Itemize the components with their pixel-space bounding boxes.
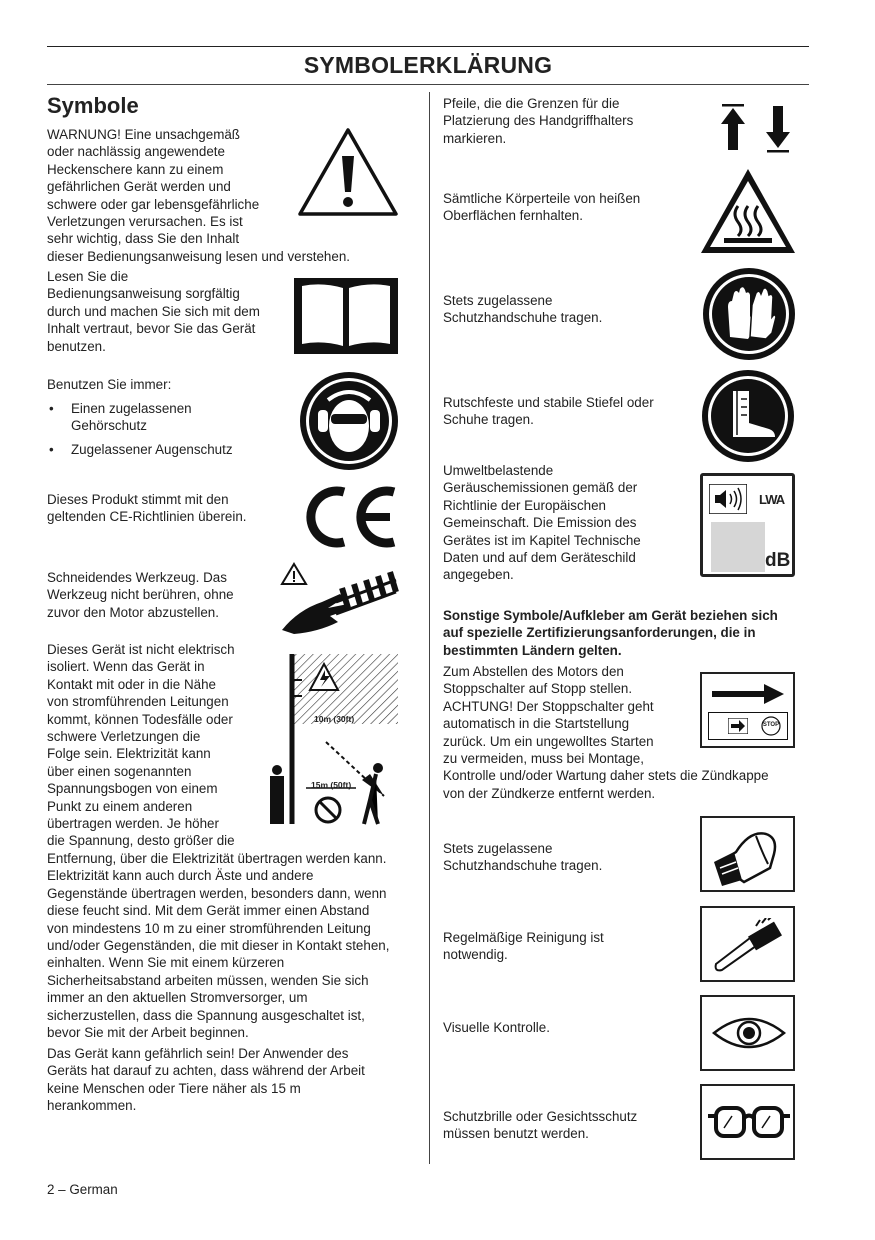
visual-check-text: Visuelle Kontrolle. xyxy=(443,1020,550,1035)
distance-10m-label: 10m (30ft) xyxy=(314,714,355,724)
cleaning-text: Regelmäßige Reinigung ist notwendig. xyxy=(443,930,604,963)
stop-switch-box xyxy=(700,672,795,748)
cleaning-label-box xyxy=(700,906,795,982)
noise-emission-text: Umweltbelastende Geräuschemissionen gemäß der Richtlinie der Europäischen Gemeinschaft. Die Emission des Gerätes ist im Kapitel Technische Daten und auf dem Geräteschild angegeben. xyxy=(443,463,641,583)
arrow-switch-icon xyxy=(728,718,748,734)
cutting-tool-text: Schneidendes Werkzeug. Das Werkzeug nicht berühren, ohne zuvor den Motor abzustellen. xyxy=(47,570,234,620)
noise-label-box xyxy=(700,473,795,577)
arrows-text: Pfeile, die die Grenzen für die Platzierung des Handgriffhalters markieren. xyxy=(443,96,634,146)
ear-eye-protection-icon xyxy=(298,370,400,472)
gloves2-text: Stets zugelassene Schutzhandschuhe tragen. xyxy=(443,841,603,874)
hot-surface-icon xyxy=(698,166,798,256)
distance-15m-label: 15m (50ft) xyxy=(311,780,352,790)
noise-value-area xyxy=(711,522,765,572)
bullet-dot: • xyxy=(49,401,54,416)
hand-blade-icon xyxy=(278,562,402,636)
column-divider xyxy=(429,92,430,1164)
page-footer: 2 – German xyxy=(47,1182,118,1197)
gloves-icon xyxy=(702,267,796,361)
warning-text: WARNUNG! Eine unsachgemäß oder nachlässig angewendete Heckenschere kann zu einem gefährlichen Gerät werden und schwere oder gar lebensgefährliche Verletzungen verursachen. Es ist sehr wichtig, dass Sie den Inhalt dieser Bedienungsanweisung lesen und verstehen. xyxy=(47,127,350,264)
db-label: dB xyxy=(765,550,791,571)
page-title: SYMBOLERKLÄRUNG xyxy=(303,52,553,78)
safety-glasses-icon xyxy=(706,1104,792,1142)
goggles-label-box xyxy=(700,1084,795,1160)
arrows-up-down-icon xyxy=(714,104,798,154)
protective-glove-icon xyxy=(710,824,788,886)
bullet-dot: • xyxy=(49,442,54,457)
manual-book-icon xyxy=(292,276,400,356)
speaker-icon xyxy=(709,484,747,514)
header-rule-top xyxy=(47,46,809,47)
bullet-eye-protection: Zugelassener Augenschutz xyxy=(71,442,233,457)
power-line-hazard-icon xyxy=(266,650,400,828)
boots-icon xyxy=(701,369,795,463)
gloves-text: Stets zugelassene Schutzhandschuhe tragen. xyxy=(443,293,603,326)
visual-check-box xyxy=(700,995,795,1071)
lwa-label: LWA xyxy=(759,492,785,507)
danger-text: Das Gerät kann gefährlich sein! Der Anwender des Geräts hat darauf zu achten, dass während der Arbeit keine Menschen oder Tiere näher als 15 m herankommen. xyxy=(47,1046,365,1114)
section-heading: Symbole xyxy=(47,93,139,118)
arrow-right-icon xyxy=(712,682,784,706)
other-symbols-text: Sonstige Symbole/Aufkleber am Gerät beziehen sich auf spezielle Zertifizierungsanforderungen, die in bestimmten Ländern gelten. xyxy=(443,608,778,658)
bullet-ear-protection: Einen zugelassenen Gehörschutz xyxy=(71,401,192,434)
eye-icon xyxy=(710,1011,788,1055)
goggles-text: Schutzbrille oder Gesichtsschutz müssen benutzt werden. xyxy=(443,1109,638,1142)
ce-mark-icon xyxy=(302,482,400,552)
boots-text: Rutschfeste und stabile Stiefel oder Schuhe tragen. xyxy=(443,395,654,428)
header-rule-bottom xyxy=(47,84,809,85)
glove-label-box xyxy=(700,816,795,892)
hot-surface-text: Sämtliche Körperteile von heißen Oberflächen fernhalten. xyxy=(443,191,641,224)
read-manual-text: Lesen Sie die Bedienungsanweisung sorgfältig durch und machen Sie sich mit dem Inhalt vertraut, bevor Sie das Gerät benutzen. xyxy=(47,269,260,354)
electric-text: Dieses Gerät ist nicht elektrisch isoliert. Wenn das Gerät in Kontakt mit oder in die Nähe von stromführenden Leitungen kommt, können Todesfälle oder schwere Verletzungen die Folge sein. Elektrizität kann über einen sogenannten Spannungsbogen von einem Punkt zu einem anderen übertragen werden. Je höher die Spannung, desto größer die Entfernung, über die Elektrizität übertragen werden kann. Elektrizität kann auch durch Äste und andere Gegenstände übertragen werden, besonders dann, wenn diese feucht sind. Mit dem Gerät immer einen Abstand von mindestens 10 m zu einer stromführenden Leitung und/oder Gegenständen, die mit dieser in Kontakt stehen, einhalten. Wenn Sie mit einem kürzeren Sicherheitsabstand arbeiten müssen, wenden Sie sich immer an den aktuellen Stromversorger, um sicherzustellen, dass die Spannung ausgeschaltet ist, bevor Sie mit der Arbeit beginnen. xyxy=(47,642,390,1040)
brush-icon xyxy=(710,918,788,972)
always-use-text: Benutzen Sie immer: xyxy=(47,377,172,392)
ce-text: Dieses Produkt stimmt mit den geltenden CE-Richtlinien überein. xyxy=(47,492,247,525)
warning-triangle-icon xyxy=(296,126,400,218)
stop-switch-text: Zum Abstellen des Motors den Stoppschalter auf Stopp stellen. ACHTUNG! Der Stoppschalter geht automatisch in die Startstellung zurück. Um ein ungewolltes Starten zu vermeiden, muss bei Montage, Kontrolle und/oder Wartung daher stets die Zündkappe von der Zündkerze entfernt werden. xyxy=(443,664,769,801)
stop-sign-label: STOP xyxy=(762,722,780,728)
